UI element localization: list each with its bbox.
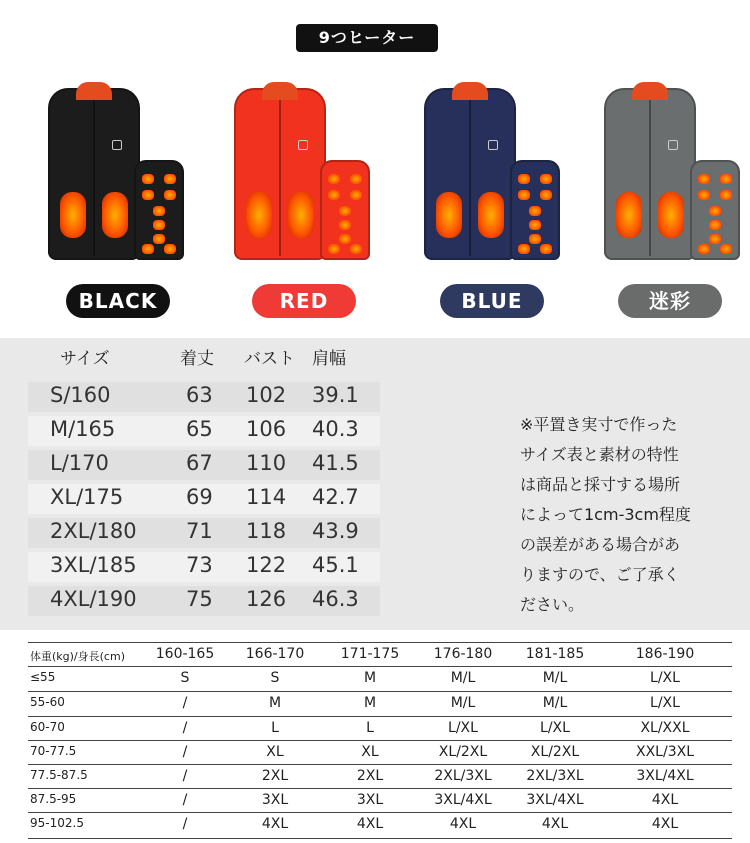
size-table-cell: 114 (246, 485, 287, 509)
color-option-2[interactable]: BLUE (440, 284, 544, 318)
size-table-cell: 43.9 (312, 519, 359, 543)
recommended-size-cell: L/XL (650, 695, 680, 711)
size-table-cell: 45.1 (312, 553, 359, 577)
size-table-header: サイズ (60, 349, 110, 369)
recommended-size-cell: 4XL (651, 792, 679, 808)
table-divider (28, 812, 732, 813)
weight-row-label: 77.5-87.5 (30, 768, 88, 782)
height-column-header: 171-175 (340, 646, 400, 662)
weight-row-label: 95-102.5 (30, 816, 84, 830)
size-table-cell: XL/175 (50, 485, 124, 509)
weight-row-label: 60-70 (30, 720, 65, 734)
size-table-cell: 106 (246, 417, 287, 441)
recommended-size-cell: M (268, 695, 282, 711)
recommended-size-cell: M/L (542, 695, 568, 711)
color-option-0[interactable]: BLACK (66, 284, 170, 318)
vest-icon (604, 88, 696, 260)
recommended-size-cell: L (271, 720, 279, 736)
recommended-size-cell: M/L (450, 695, 476, 711)
size-table-cell: 118 (246, 519, 287, 543)
heater-layout-icon (134, 160, 184, 260)
recommended-size-cell: / (182, 816, 188, 832)
height-column-header: 186-190 (635, 646, 695, 662)
note-line: ※平置き実寸で作った (520, 415, 678, 434)
size-table-cell: 4XL/190 (50, 587, 137, 611)
recommended-size-cell: XL/2XL (530, 744, 580, 760)
recommended-size-cell: XL/XXL (640, 720, 690, 736)
recommended-size-cell: / (182, 792, 188, 808)
heater-layout-icon (510, 160, 560, 260)
size-table-header: 着丈 (180, 349, 214, 369)
recommended-size-cell: 3XL/4XL (526, 792, 584, 808)
recommended-size-cell: 4XL (651, 816, 679, 832)
vest-icon (234, 88, 326, 260)
recommended-size-cell: XL (266, 744, 284, 760)
weight-height-corner-label: 体重(kg)/身長(cm) (30, 650, 125, 663)
size-table-cell: 69 (186, 485, 213, 509)
size-table-cell: 63 (186, 383, 213, 407)
recommended-size-cell: 4XL (356, 816, 384, 832)
size-table-cell: 102 (246, 383, 287, 407)
weight-row-label: 55-60 (30, 695, 65, 709)
table-divider (28, 740, 732, 741)
table-divider (28, 764, 732, 765)
size-table-header: 肩幅 (312, 349, 346, 369)
recommended-size-cell: S (270, 670, 280, 686)
table-divider (28, 788, 732, 789)
color-option-3[interactable]: 迷彩 (618, 284, 722, 318)
table-divider (28, 666, 732, 667)
weight-row-label: 70-77.5 (30, 744, 77, 758)
size-table-cell: S/160 (50, 383, 111, 407)
recommended-size-cell: XL (361, 744, 379, 760)
recommended-size-cell: 3XL/4XL (434, 792, 492, 808)
heater-badge: 9つヒーター (296, 24, 438, 52)
size-table-cell: 39.1 (312, 383, 359, 407)
size-table-cell: 46.3 (312, 587, 359, 611)
size-table-cell: 40.3 (312, 417, 359, 441)
height-column-header: 166-170 (245, 646, 305, 662)
size-note (520, 410, 730, 620)
note-line: の誤差がある場合があ (520, 535, 681, 554)
recommended-size-cell: / (182, 695, 188, 711)
recommended-size-cell: M/L (450, 670, 476, 686)
heater-layout-icon (690, 160, 740, 260)
table-divider (28, 691, 732, 692)
recommended-size-cell: 4XL (449, 816, 477, 832)
note-line: は商品と採寸する場所 (520, 475, 681, 494)
note-line: りますので、ご了承く (520, 565, 680, 584)
size-table-cell: 110 (246, 451, 287, 475)
weight-row-label: 87.5-95 (30, 792, 77, 806)
size-table-cell: 42.7 (312, 485, 359, 509)
size-table-cell: 65 (186, 417, 213, 441)
note-line: ださい。 (520, 595, 585, 614)
size-table-cell: M/165 (50, 417, 116, 441)
table-divider (28, 716, 732, 717)
recommended-size-cell: 2XL/3XL (434, 768, 492, 784)
size-table-cell: 71 (186, 519, 213, 543)
recommended-size-cell: L/XL (448, 720, 478, 736)
product-vest-image (234, 88, 414, 268)
recommended-size-cell: 3XL (356, 792, 384, 808)
height-column-header: 181-185 (525, 646, 585, 662)
height-column-header: 176-180 (433, 646, 493, 662)
recommended-size-cell: 2XL (261, 768, 289, 784)
vest-icon (48, 88, 140, 260)
note-line: によって1cm-3cm程度 (520, 505, 691, 524)
recommended-size-cell: 3XL (261, 792, 289, 808)
size-table-cell: 126 (246, 587, 287, 611)
recommended-size-cell: L/XL (650, 670, 680, 686)
vest-icon (424, 88, 516, 260)
size-table-cell: 41.5 (312, 451, 359, 475)
size-table-cell: 3XL/185 (50, 553, 137, 577)
weight-row-label: ≤55 (30, 670, 56, 684)
table-divider (28, 642, 732, 643)
table-divider (28, 838, 732, 839)
recommended-size-cell: / (182, 744, 188, 760)
recommended-size-cell: XXL/3XL (636, 744, 694, 760)
recommended-size-cell: / (182, 768, 188, 784)
recommended-size-cell: XL/2XL (438, 744, 488, 760)
recommended-size-cell: S (180, 670, 190, 686)
recommended-size-cell: 2XL/3XL (526, 768, 584, 784)
recommended-size-cell: 4XL (261, 816, 289, 832)
recommended-size-cell: 4XL (541, 816, 569, 832)
recommended-size-cell: L (366, 720, 374, 736)
note-line: サイズ表と素材の特性 (520, 445, 679, 464)
recommended-size-cell: M/L (542, 670, 568, 686)
recommended-size-cell: 3XL/4XL (636, 768, 694, 784)
color-option-1[interactable]: RED (252, 284, 356, 318)
height-column-header: 160-165 (155, 646, 215, 662)
recommended-size-cell: M (363, 670, 377, 686)
size-table-header: バスト (244, 349, 295, 369)
product-vest-image (424, 88, 604, 268)
size-table-cell: 122 (246, 553, 287, 577)
recommended-size-cell: L/XL (540, 720, 570, 736)
size-table-cell: 75 (186, 587, 213, 611)
product-vest-image (48, 88, 228, 268)
product-vest-image (604, 88, 750, 268)
recommended-size-cell: / (182, 720, 188, 736)
size-table-cell: 2XL/180 (50, 519, 137, 543)
size-table-cell: L/170 (50, 451, 109, 475)
size-table-cell: 67 (186, 451, 213, 475)
size-table-cell: 73 (186, 553, 213, 577)
recommended-size-cell: M (363, 695, 377, 711)
heater-layout-icon (320, 160, 370, 260)
recommended-size-cell: 2XL (356, 768, 384, 784)
